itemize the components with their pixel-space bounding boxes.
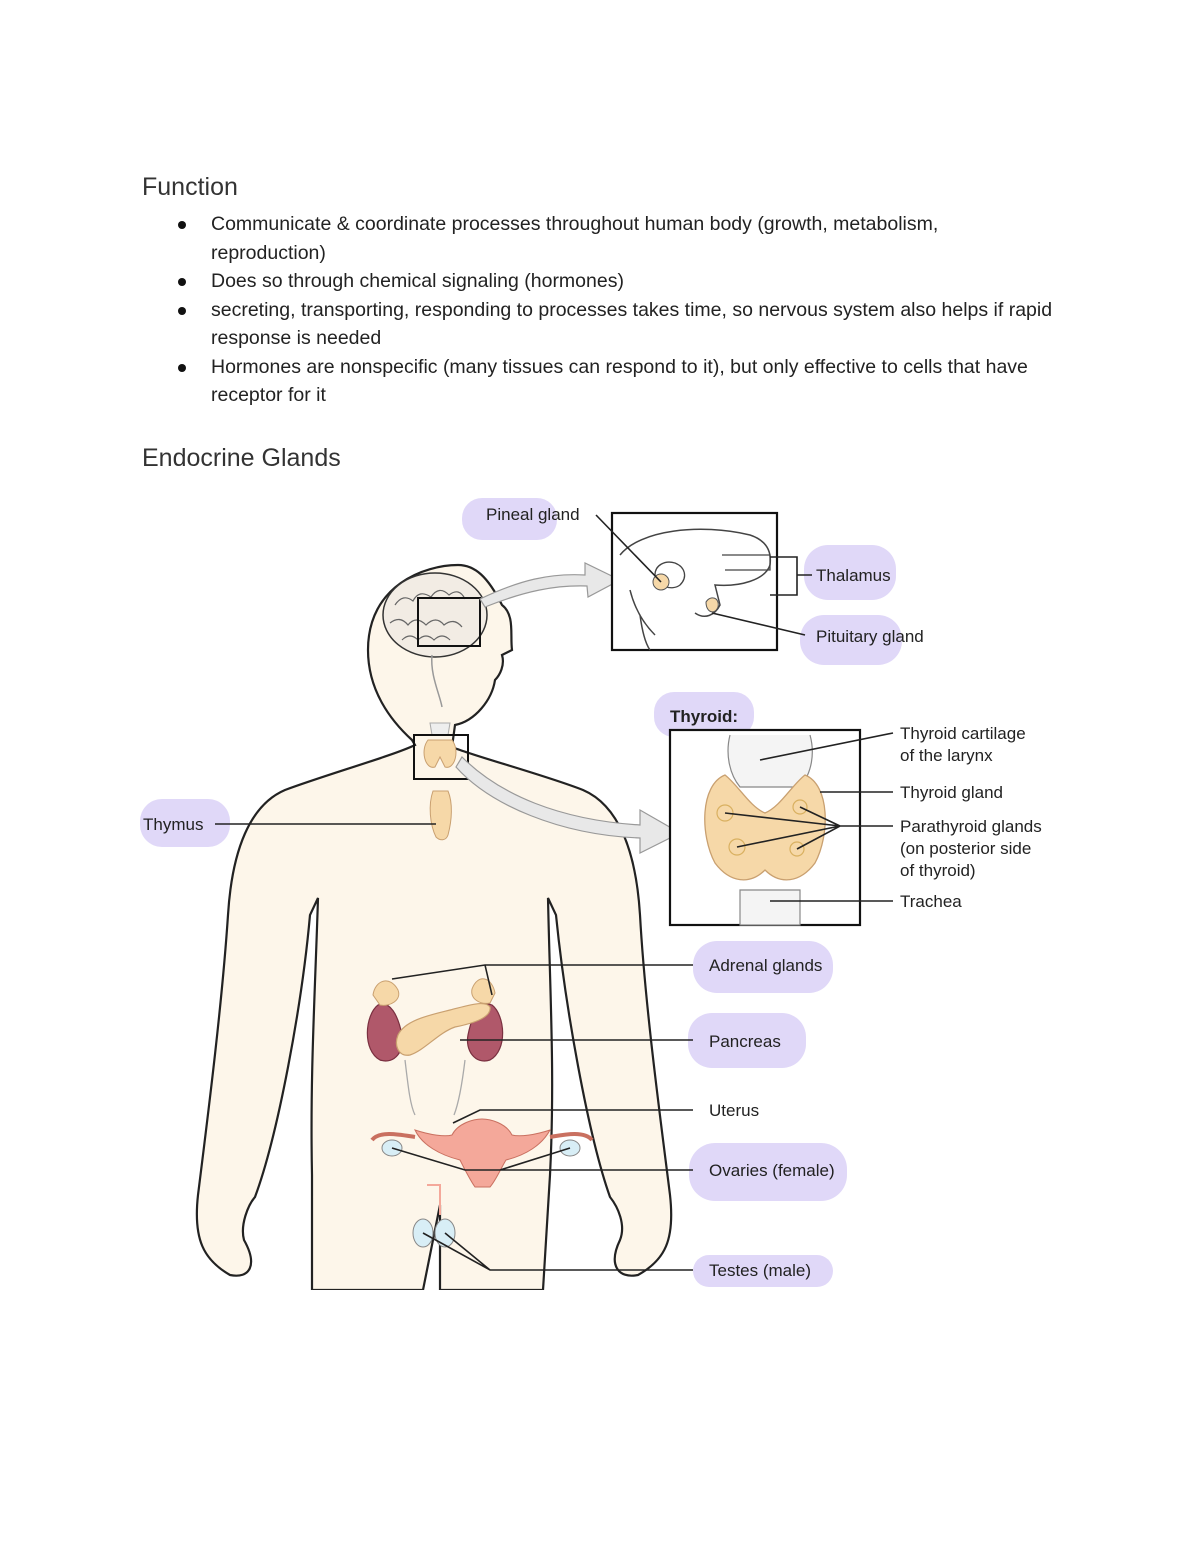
label-thalamus: Thalamus [816,566,891,585]
bullet-icon [178,221,186,229]
label-uterus: Uterus [709,1101,760,1120]
label-thyroid-title: Thyroid: [670,707,738,726]
list-item [175,267,1055,296]
list-item-text: Communicate & coordinate processes throughout human body (growth, metabolism, reproduction) [211,213,939,264]
label-thyroid-cartilage-line1: Thyroid cartilage [900,724,1026,743]
list-item-text: secreting, transporting, responding to processes takes time, so nervous system also helps if rapid response is needed [211,298,1053,349]
endocrine-system-diagram [140,495,1060,1290]
function-bullet-list [175,210,1055,410]
label-trachea: Trachea [900,892,962,911]
label-parathyroid-line2: (on posterior side [900,839,1032,858]
section-heading-function: Function [142,173,238,201]
list-item [175,210,1055,267]
label-parathyroid-line1: Parathyroid glands [900,817,1042,836]
label-ovaries: Ovaries (female) [709,1161,835,1180]
label-parathyroid-line3: of thyroid) [900,861,976,880]
label-testes: Testes (male) [709,1261,812,1280]
label-pancreas: Pancreas [709,1032,781,1051]
list-item-text: Hormones are nonspecific (many tissues can respond to it), but only effective to cells that have receptor for it [211,355,1028,406]
section-heading-endocrine-glands: Endocrine Glands [142,444,341,472]
label-thyroid-cartilage-line2: of the larynx [900,746,993,765]
label-adrenal-glands: Adrenal glands [709,956,823,975]
label-pituitary-gland: Pituitary gland [816,627,924,646]
list-item [175,353,1055,410]
label-thymus: Thymus [143,815,204,834]
list-item-text: Does so through chemical signaling (hormones) [211,270,624,292]
bullet-icon [178,278,186,286]
bullet-icon [178,307,186,315]
brain-zoom-panel [612,513,777,650]
list-item [175,296,1055,353]
label-thyroid-gland: Thyroid gland [900,783,1004,802]
bullet-icon [178,364,186,372]
label-pineal-gland: Pineal gland [486,505,580,524]
